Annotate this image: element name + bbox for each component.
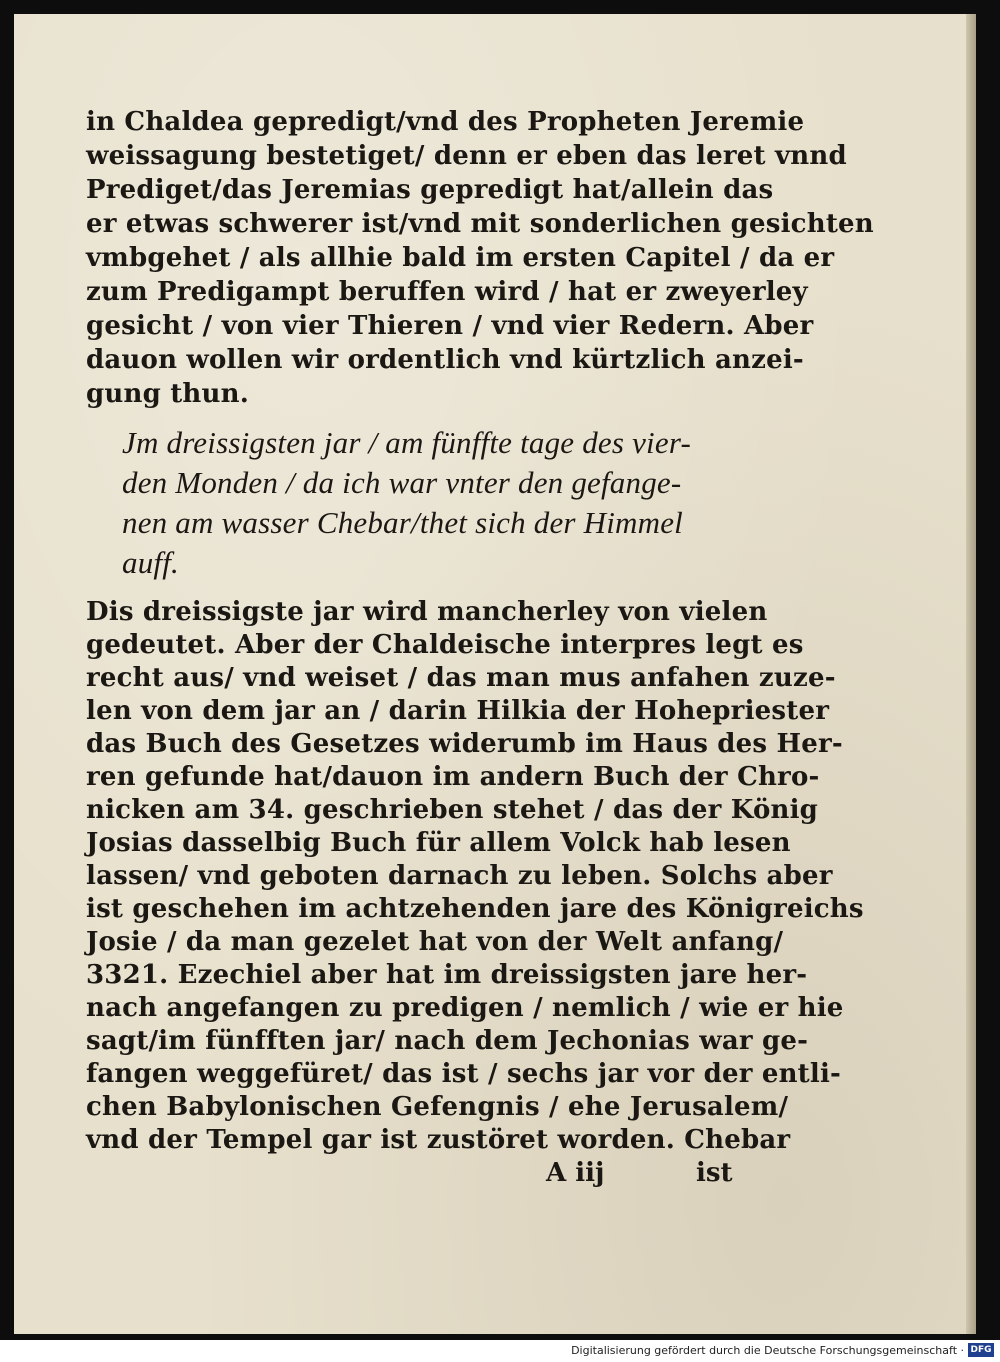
- text-line: Dis dreissigste jar wird mancherley von vielen: [86, 597, 768, 627]
- verse-line: Jm dreissigsten jar / am fünffte tage des vier-: [122, 425, 691, 460]
- catchword: ist: [696, 1158, 733, 1188]
- text-line: zum Predigampt beruffen wird / hat er zweyerley: [86, 277, 808, 307]
- signature-mark: A iij: [546, 1158, 605, 1188]
- text-line: gung thun.: [86, 379, 249, 409]
- text-line: Prediget/das Jeremias gepredigt hat/allein das: [86, 175, 774, 205]
- text-line: nach angefangen zu predigen / nemlich / wie er hie: [86, 993, 844, 1023]
- text-line: er etwas schwerer ist/vnd mit sonderlichen gesichten: [86, 209, 874, 239]
- verse-line: nen am wasser Chebar/thet sich der Himmel: [122, 505, 683, 540]
- verse-line: den Monden / da ich war vnter den gefange-: [122, 465, 682, 500]
- text-line: nicken am 34. geschrieben stehet / das der König: [86, 795, 819, 825]
- text-line: weissagung bestetiget/ denn er eben das leret vnnd: [86, 141, 847, 171]
- text-line: chen Babylonischen Gefengnis / ehe Jerusalem/: [86, 1092, 789, 1122]
- text-line: len von dem jar an / darin Hilkia der Hohepriester: [86, 696, 830, 726]
- text-line: vmbgehet / als allhie bald im ersten Capitel / da er: [86, 243, 835, 273]
- text-line: sagt/im fünfften jar/ nach dem Jechonias war ge-: [86, 1026, 809, 1056]
- text-line: in Chaldea gepredigt/vnd des Propheten Jeremie: [86, 107, 805, 137]
- text-line: lassen/ vnd geboten darnach zu leben. Solchs aber: [86, 861, 833, 891]
- verse-line: auff.: [122, 545, 179, 580]
- text-line: fangen weggefüret/ das ist / sechs jar vor der entli-: [86, 1059, 842, 1089]
- text-line: Josias dasselbig Buch für allem Volck hab lesen: [86, 828, 791, 858]
- dfg-logo-icon: DFG: [968, 1343, 994, 1357]
- text-line: dauon wollen wir ordentlich vnd kürtzlich anzei-: [86, 345, 804, 375]
- footer: [0, 1340, 1000, 1362]
- funding-credit: Digitalisierung gefördert durch die Deutsche Forschungsgemeinschaft ·: [571, 1344, 964, 1357]
- text-line: Josie / da man gezelet hat von der Welt anfang/: [86, 927, 784, 957]
- page-edge: [966, 14, 976, 1334]
- text-line: recht aus/ vnd weiset / das man mus anfahen zuze-: [86, 663, 836, 693]
- text-line: vnd der Tempel gar ist zustöret worden. Chebar: [86, 1125, 791, 1155]
- book-page: [14, 14, 976, 1334]
- text-line: ren gefunde hat/dauon im andern Buch der Chro-: [86, 762, 820, 792]
- text-line: ist geschehen im achtzehenden jare des Königreichs: [86, 894, 864, 924]
- text-line: 3321. Ezechiel aber hat im dreissigsten jare her-: [86, 960, 808, 990]
- text-line: gedeutet. Aber der Chaldeische interpres legt es: [86, 630, 804, 660]
- text-line: gesicht / von vier Thieren / vnd vier Redern. Aber: [86, 311, 814, 341]
- text-line: das Buch des Gesetzes widerumb im Haus des Her-: [86, 729, 843, 759]
